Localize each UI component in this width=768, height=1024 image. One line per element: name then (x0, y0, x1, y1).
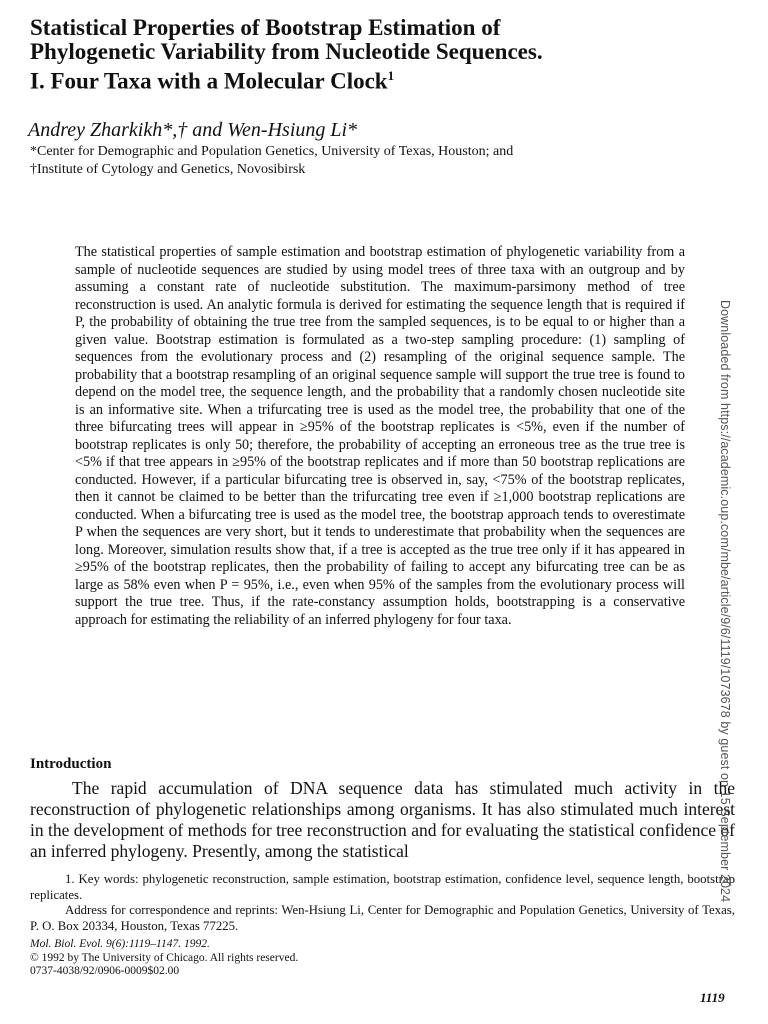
title-line-1: Statistical Properties of Bootstrap Estimation of (30, 15, 501, 40)
affiliation-line-2: †Institute of Cytology and Genetics, Novosibirsk (30, 162, 306, 177)
title-line-2: Phylogenetic Variability from Nucleotide Sequences. (30, 39, 543, 64)
journal-citation: Mol. Biol. Evol. 9(6):1119–1147. 1992. (30, 938, 210, 950)
abstract: The statistical properties of sample estimation and bootstrap estimation of phylogenetic variability from a sample of nucleotide sequences are studied by using model trees of three taxa with an outgroup and by assuming a constant rate of nucleotide substitution. The maximum-parsimony method of tree reconstruction is used. An analytic formula is derived for estimating the sequence length that is required if P, the probability of obtaining the true tree from the sampled sequences, is to be equal to or higher than a given value. Bootstrap estimation is formulated as a two-step sampling procedure: (1) sampling of sequences from the evolutionary process and (2) resampling of the original sequence sample. The probability that a bootstrap resampling of an original sequence sample will support the true tree is found to depend on the model tree, the sequence length, and the probability that a randomly chosen nucleotide site is an informative site. When a trifurcating tree is used as the model tree, the probability that one of the three bifurcating trees will appear in ≥95% of the bootstrap replicates is <5%, even if the number of bootstrap replicates is only 50; therefore, the probability of accepting an erroneous tree as the true tree is <5% if that tree appears in ≥95% of the bootstrap replicates and if more than 50 bootstrap replications are conducted. However, if a particular bifurcating tree is observed in, say, <75% of the bootstrap replicates, then it cannot be claimed to be better than the trifurcating tree even if ≥1,000 bootstrap replications are conducted. When a bifurcating tree is used as the model tree, the bootstrap approach tends to overestimate P when the sequences are very short, but it tends to underestimate that probability when the sequences are long. Moreover, simulation results show that, if a tree is accepted as the true tree only if it has appeared in ≥95% of the bootstrap replicates, then the probability of failing to accept any bifurcating tree can be as large as 58% even when P = 95%, i.e., even when 95% of the samples from the evolutionary process will support the true tree. Thus, if the rate-constancy assumption holds, bootstrapping is a conservative approach for estimating the reliability of an inferred phylogeny for four taxa. (75, 244, 685, 628)
journal-copyright: © 1992 by The University of Chicago. All rights reserved. (30, 951, 299, 964)
title-line-3 (30, 64, 720, 94)
authors: Andrey Zharkikh*,† and Wen-Hsiung Li* (28, 119, 358, 141)
footnotes (30, 872, 735, 934)
page-number: 1119 (700, 990, 725, 1005)
introduction-heading: Introduction (30, 756, 112, 772)
introduction-text: The rapid accumulation of DNA sequence data has stimulated much activity in the reconstruction of phylogenetic relationships among organisms. It has also stimulated much interest in the development of methods for tree reconstruction and for evaluating the statistical confidence of an inferred phylogeny. Presently, among the statistical (30, 778, 735, 861)
journal-code: 0737-4038/92/0906-0009$02.00 (30, 965, 180, 977)
download-watermark[interactable]: Downloaded from https://academic.oup.com/mbe/article/9/6/1119/1073678 by guest on 15 September 2024 (718, 300, 732, 903)
paper-title (30, 16, 720, 94)
footnote-keywords: 1. Key words: phylogenetic reconstruction, sample estimation, bootstrap estimation, confidence level, sequence length, bootstrap replicates. (30, 872, 735, 902)
title-line-3-text: I. Four Taxa with a Molecular Clock (30, 68, 388, 94)
footnote-address: Address for correspondence and reprints: Wen-Hsiung Li, Center for Demographic and Population Genetics, University of Texas, P. O. Box 20334, Houston, Texas 77225. (30, 903, 735, 933)
title-footnote-mark: 1 (387, 68, 395, 83)
affiliations (30, 143, 720, 179)
journal-info (30, 938, 430, 979)
affiliation-line-1: *Center for Demographic and Population Genetics, University of Texas, Houston; and (30, 144, 514, 159)
